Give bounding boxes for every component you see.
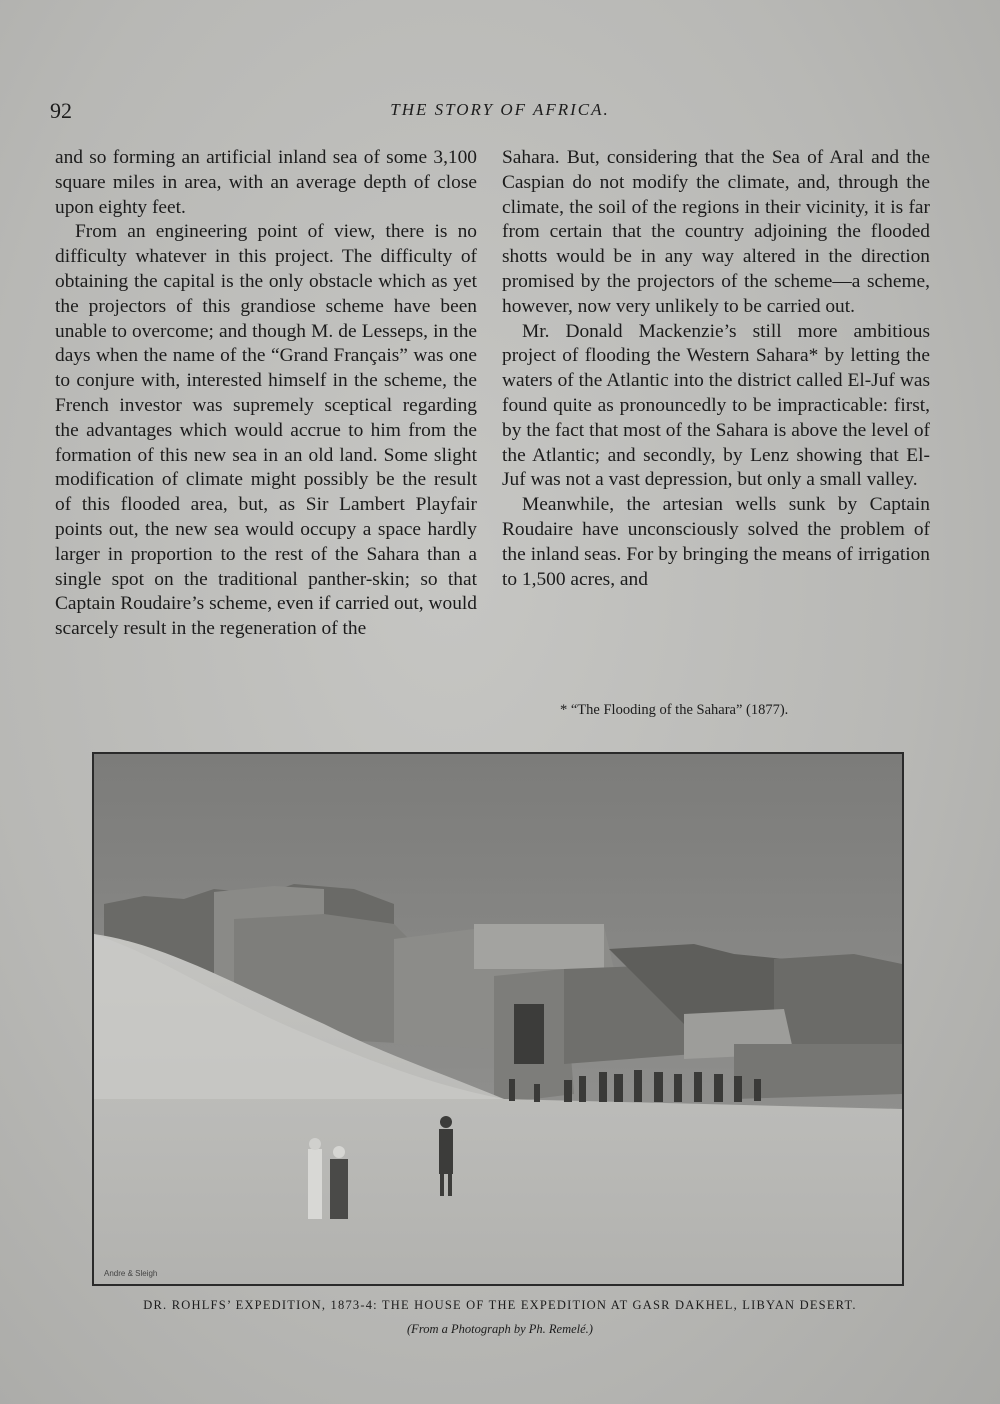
right-column <box>502 146 930 592</box>
paragraph: Meanwhile, the artesian wells sunk by Captain Roudaire have unconsciously solved the problem of the inland seas. For by bringing the means of irrigation to 1,500 acres, and <box>502 494 930 590</box>
paragraph: Mr. Donald Mackenzie’s still more ambitious project of flooding the Western Sahara* by letting the waters of the Atlantic into the district called El-Juf was found quite as pronouncedly to be impracticable: first, by the fact that most of the Sahara is above the level of the Atlantic; and secondly, by Lenz showing that El-Juf was not a vast depression, but only a small valley. <box>502 320 930 491</box>
paragraph: From an engineering point of view, there is no difficulty whatever in this project. The difficulty of obtaining the capital is the only obstacle which as yet the projectors of this grandiose scheme have been unable to overcome; and though M. de Lesseps, in the days when the name of the “Grand Français” was one to conjure with, interested himself in the scheme, the French investor was supremely sceptical regarding the advantages which would accrue to him from the formation of this new sea in an old land. Some slight modification of climate might possibly be the result of this flooded area, but, as Sir Lambert Playfair points out, the new sea would occupy a space hardly larger in proportion to the rest of the Sahara than a single spot on the traditional panther-skin; so that Captain Roudaire’s scheme, even if carried out, would scarcely result in the regeneration of the <box>55 221 477 640</box>
expedition-house-photograph <box>92 752 904 1286</box>
figure-caption: DR. ROHLFS’ EXPEDITION, 1873-4: THE HOUSE OF THE EXPEDITION AT GASR DAKHEL, LIBYAN DESERT. <box>143 1298 857 1312</box>
paragraph: Sahara. But, considering that the Sea of Aral and the Caspian do not modify the climate, and, through the climate, the soil of the regions in their vicinity, it is far from certain that the country adjoining the flooded shotts would be in any way altered in the direction promised by the projectors of the scheme—a scheme, however, now very unlikely to be carried out. <box>502 147 930 317</box>
left-column <box>55 146 477 642</box>
photo-illustration <box>94 754 902 1284</box>
footnote: * “The Flooding of the Sahara” (1877). <box>560 702 789 718</box>
paragraph: and so forming an artificial inland sea of some 3,100 square miles in area, with an average depth of close upon eighty feet. <box>55 147 477 218</box>
figure-source: (From a Photograph by Ph. Remelé.) <box>407 1322 593 1336</box>
running-title: THE STORY OF AFRICA. <box>390 100 610 119</box>
engraver-credit: Andre & Sleigh <box>104 1269 158 1278</box>
page-number: 92 <box>50 98 72 123</box>
